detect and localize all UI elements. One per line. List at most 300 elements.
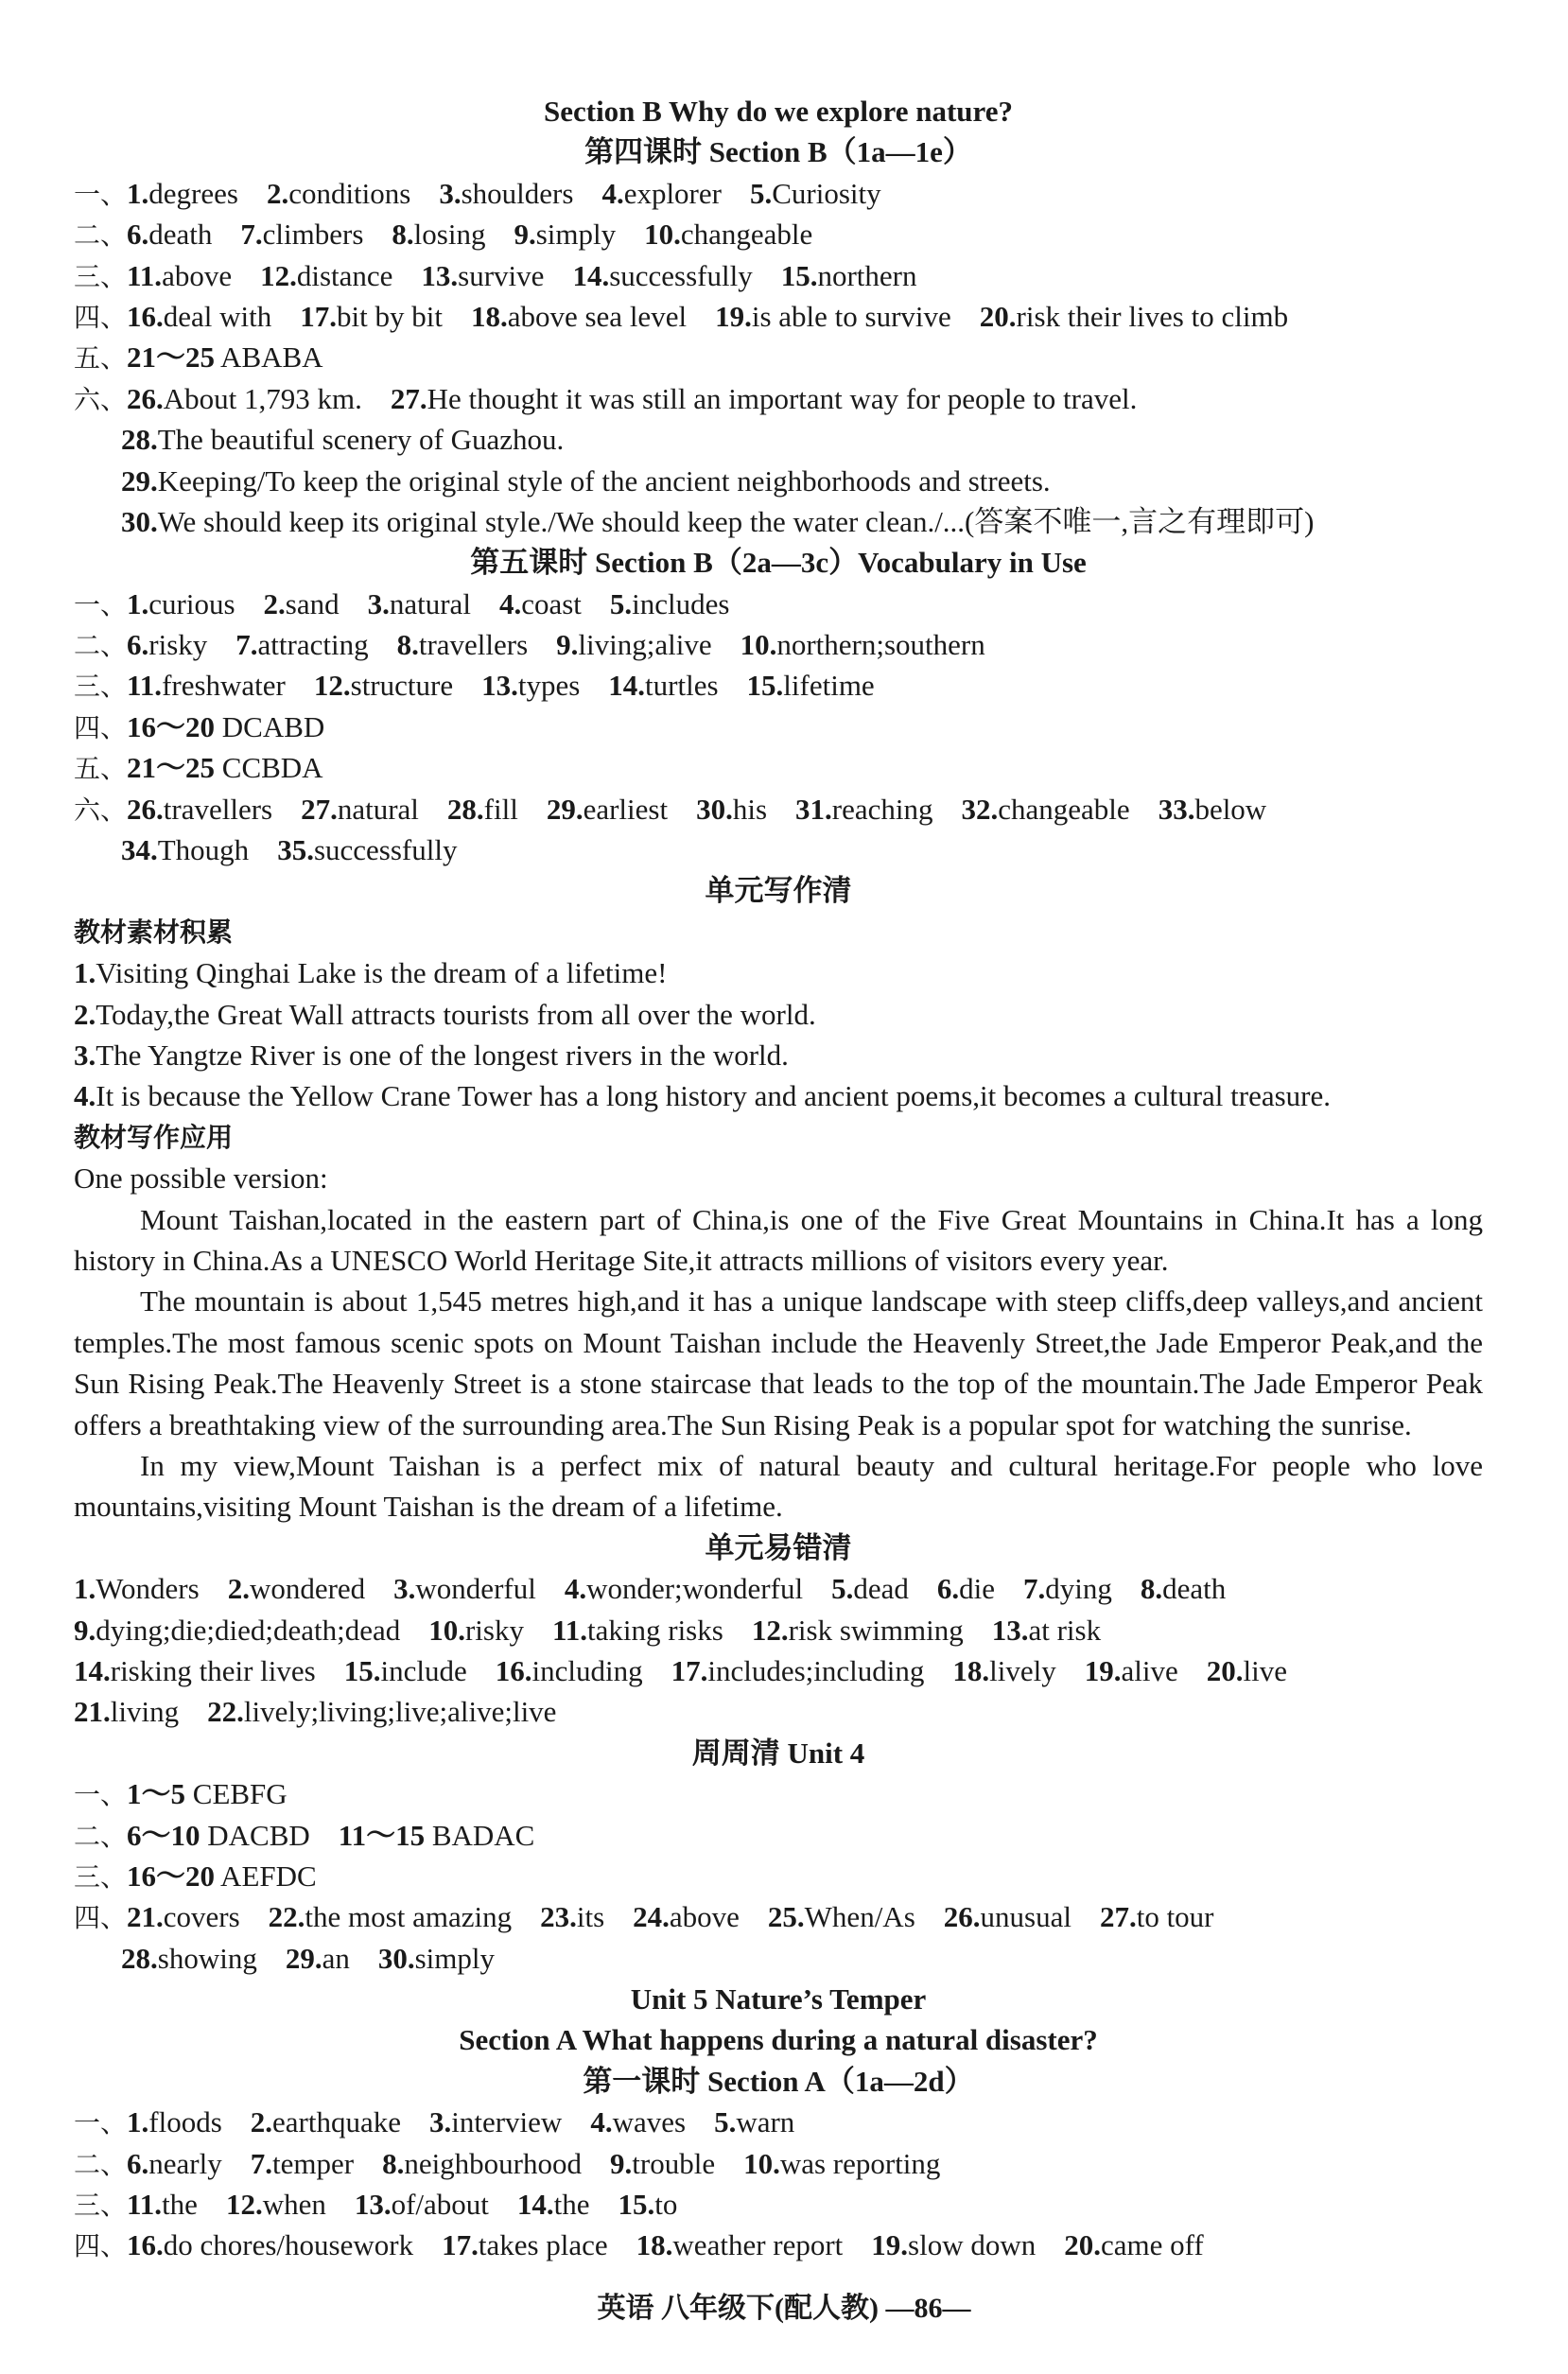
answer-item — [429, 2105, 562, 2138]
answer-item — [121, 1942, 257, 1975]
answer-item — [397, 628, 529, 661]
answer-number: 16. — [127, 299, 164, 333]
answer-number: 17. — [671, 1653, 708, 1687]
answer-text: risky — [464, 1613, 524, 1647]
section-heading: 第一课时 Section A（1a—2d） — [583, 2064, 974, 2098]
answer-text: was reporting — [779, 2146, 941, 2180]
row-index: 三、 — [74, 2190, 128, 2222]
answer-text: DCABD — [215, 709, 325, 743]
section-heading: 第五课时 Section B（2a—3c）Vocabulary in Use — [470, 546, 1087, 580]
answer-text: deal with — [163, 299, 272, 333]
answer-item — [74, 1079, 1331, 1112]
answer-text: turtles — [645, 669, 719, 703]
answer-number: 5. — [831, 1572, 854, 1606]
answer-number: 2. — [263, 586, 286, 620]
answer-text: CCBDA — [215, 751, 323, 785]
answer-number: 15. — [618, 2188, 655, 2222]
answer-row — [74, 1773, 1483, 1814]
answer-item — [565, 1572, 803, 1605]
answer-text: living;alive — [578, 628, 712, 662]
answer-row — [74, 419, 1483, 460]
answer-number: 22. — [268, 1900, 305, 1934]
answer-number: 4. — [564, 1572, 587, 1606]
answer-item — [768, 1900, 915, 1933]
answer-number: 3. — [367, 586, 390, 620]
answer-row — [74, 461, 1483, 501]
answer-row — [74, 994, 1483, 1035]
answer-number: 2. — [227, 1572, 250, 1606]
answer-number: 2. — [266, 176, 289, 210]
answer-text: lively — [989, 1653, 1056, 1687]
answer-row — [74, 1610, 1483, 1650]
answer-text: unusual — [980, 1900, 1071, 1934]
answer-text: taking risks — [587, 1613, 723, 1647]
answer-item — [1159, 793, 1267, 826]
answer-item — [540, 1900, 604, 1933]
answer-item — [74, 1572, 200, 1605]
answer-text: distance — [296, 258, 393, 292]
answer-row — [74, 952, 1483, 993]
answer-number: 12. — [751, 1613, 789, 1647]
answer-number: 14. — [74, 1653, 111, 1687]
answer-number: 7. — [235, 628, 258, 662]
answer-number: 11. — [127, 2188, 163, 2222]
essay-paragraph: The mountain is about 1,545 metres high,and it has a unique landscape with steep cliffs,deep valleys,and ancient temples.The most famous scenic spots on Mount Taishan include the Heavenly Street,the Jade Emperor Peak,and the Sun Rising Peak.The Heavenly Street is a stone staircase that leads to the top of the mountain.The Jade Emperor Peak offers a breathtaking view of the surrounding area.The Sun Rising Peak is a popular spot for watching the sunrise. — [74, 1284, 1483, 1441]
answer-item — [269, 1900, 512, 1933]
answer-number: 15. — [780, 258, 818, 292]
answer-item — [952, 1654, 1055, 1687]
answer-text: above sea level — [507, 299, 688, 333]
answer-number: 26. — [127, 381, 164, 415]
answer-text: changeable — [680, 218, 813, 252]
answer-item — [127, 587, 235, 620]
answer-item — [121, 505, 1314, 538]
answer-number: 4. — [74, 1079, 96, 1113]
answer-row — [74, 707, 1483, 747]
answer-number: 29. — [546, 792, 584, 826]
answer-text: BADAC — [425, 1818, 535, 1852]
answer-item — [127, 2228, 413, 2261]
intro-text: One possible version: — [74, 1161, 328, 1196]
answer-row — [74, 1815, 1483, 1856]
answer-number: 4. — [590, 2105, 613, 2139]
answer-number: 8. — [392, 218, 414, 252]
answer-number: 1. — [74, 956, 96, 990]
answer-text: takes place — [478, 2228, 608, 2262]
answer-item — [355, 2188, 489, 2221]
answer-text: Wonders — [96, 1572, 200, 1606]
answer-number: 5. — [714, 2105, 737, 2139]
answer-text: warn — [736, 2105, 795, 2139]
answer-item — [633, 1900, 740, 1933]
row-index: 三、 — [74, 1860, 128, 1893]
answer-page — [74, 91, 1483, 2266]
answer-item — [127, 710, 324, 743]
answer-item — [439, 177, 573, 210]
answer-number: 14. — [572, 258, 610, 292]
answer-number: 22. — [207, 1695, 244, 1729]
answer-item — [590, 2105, 686, 2138]
answer-item — [481, 669, 580, 702]
answer-number: 4. — [498, 586, 522, 620]
answer-number: 19. — [1084, 1653, 1122, 1687]
answer-number: 33. — [1158, 792, 1195, 826]
answer-item — [572, 259, 752, 292]
answer-number: 23. — [540, 1900, 577, 1934]
answer-number: 11. — [127, 258, 163, 292]
answer-item — [74, 998, 816, 1031]
answer-item — [428, 1614, 524, 1647]
answer-row — [74, 337, 1483, 377]
answer-number: 18. — [636, 2228, 673, 2262]
answer-number: 26. — [127, 792, 164, 826]
answer-row — [74, 1938, 1483, 1979]
answer-number: 7. — [1022, 1572, 1046, 1606]
answer-number: 1. — [127, 176, 149, 210]
answer-item — [74, 1039, 789, 1072]
answer-number: 9. — [74, 1613, 96, 1647]
answer-number: 5. — [749, 176, 773, 210]
answer-number: 21. — [74, 1695, 111, 1729]
answer-item — [1207, 1654, 1287, 1687]
answer-item — [121, 833, 249, 866]
answer-number: 8. — [396, 628, 419, 662]
answer-item — [552, 1614, 723, 1647]
answer-text: earthquake — [272, 2105, 401, 2139]
answer-number: 13. — [481, 669, 518, 703]
answer-item — [260, 259, 392, 292]
answer-item — [517, 2188, 590, 2221]
answer-number: 20. — [1064, 2228, 1101, 2262]
answer-row — [74, 2102, 1483, 2142]
answer-item — [267, 177, 410, 210]
answer-item — [944, 1900, 1071, 1933]
answer-number: 3. — [393, 1572, 416, 1606]
answer-number: 2. — [74, 997, 96, 1031]
answer-item — [671, 1654, 925, 1687]
answer-number: 1～5 — [127, 1777, 186, 1811]
answer-text: to — [654, 2188, 678, 2222]
answer-text: floods — [148, 2105, 222, 2139]
answer-text: structure — [350, 669, 454, 703]
answer-number: 15. — [343, 1653, 381, 1687]
answer-text: is able to survive — [751, 299, 951, 333]
row-index: 三、 — [74, 260, 128, 292]
answer-item — [127, 259, 232, 292]
section-heading: 周周清 Unit 4 — [691, 1736, 865, 1770]
answer-number: 7. — [250, 2146, 272, 2180]
answer-row — [74, 214, 1483, 254]
answer-number: 6～10 — [127, 1818, 200, 1852]
answer-number: 13. — [354, 2188, 392, 2222]
answer-text: He thought it was still an important way for people to travel. — [427, 381, 1138, 415]
answer-text: to tour — [1136, 1900, 1214, 1934]
answer-item — [601, 177, 722, 210]
answer-text: at risk — [1028, 1613, 1102, 1647]
answer-text: showing — [157, 1941, 257, 1975]
answer-item — [226, 2188, 326, 2221]
section-heading: 第四课时 Section B（1a—1e） — [584, 135, 972, 169]
answer-text: Curiosity — [772, 176, 881, 210]
answer-text: below — [1194, 792, 1267, 826]
section-heading: Section A What happens during a natural disaster? — [459, 2023, 1098, 2057]
answer-item — [74, 1695, 179, 1728]
answer-text: It is because the Yellow Crane Tower has a long history and ancient poems,it becomes a cultural treasure. — [96, 1079, 1332, 1113]
answer-item — [696, 793, 767, 826]
answer-item — [277, 833, 457, 866]
answer-row — [74, 1075, 1483, 1116]
answer-item — [378, 1942, 495, 1975]
answer-item — [121, 423, 564, 456]
answer-row — [74, 584, 1483, 624]
answer-number: 10. — [428, 1613, 465, 1647]
answer-item — [547, 793, 668, 826]
answer-item — [127, 669, 286, 702]
answer-item — [740, 628, 985, 661]
answer-text: when — [262, 2188, 326, 2222]
answer-number: 17. — [442, 2228, 479, 2262]
answer-item — [127, 340, 323, 374]
answer-item — [608, 669, 718, 702]
answer-item — [127, 2188, 198, 2221]
answer-number: 18. — [952, 1653, 990, 1687]
answer-number: 28. — [446, 792, 484, 826]
answer-number: 10. — [644, 218, 681, 252]
row-index: 二、 — [74, 2148, 128, 2180]
answer-item — [344, 1654, 467, 1687]
answer-item — [240, 218, 363, 251]
answer-number: 1. — [74, 1572, 96, 1606]
answer-text: includes;including — [707, 1653, 925, 1687]
row-index: 二、 — [74, 1820, 128, 1852]
answer-number: 25. — [767, 1900, 805, 1934]
answer-text: successfully — [313, 833, 458, 867]
answer-item — [127, 300, 271, 333]
answer-text: conditions — [288, 176, 411, 210]
answer-item — [127, 2105, 222, 2138]
row-index: 一、 — [74, 2107, 128, 2139]
answer-number: 27. — [301, 792, 338, 826]
answer-text: curious — [148, 586, 235, 620]
answer-text: do chores/housework — [163, 2228, 414, 2262]
answer-text: neighbourhood — [404, 2146, 583, 2180]
answer-text: natural — [337, 792, 419, 826]
answer-number: 4. — [601, 176, 624, 210]
answer-text: death — [148, 218, 213, 252]
answer-item — [743, 2147, 940, 2180]
answer-number: 19. — [871, 2228, 909, 2262]
row-index: 三、 — [74, 671, 128, 703]
answer-row — [74, 1650, 1483, 1691]
answer-item — [1100, 1900, 1214, 1933]
row-index: 一、 — [74, 1779, 128, 1811]
answer-number: 17. — [300, 299, 338, 333]
answer-text: nearly — [148, 2146, 222, 2180]
answer-item — [618, 2188, 678, 2221]
section-heading: Unit 5 Nature’s Temper — [630, 1982, 927, 2016]
answer-text: trouble — [632, 2146, 716, 2180]
answer-text: living — [110, 1695, 180, 1729]
answer-text: northern — [817, 258, 917, 292]
answer-item — [300, 300, 443, 333]
answer-text: successfully — [609, 258, 753, 292]
answer-number: 13. — [421, 258, 459, 292]
answer-text: Today,the Great Wall attracts tourists from all over the world. — [96, 997, 816, 1031]
row-index: 四、 — [74, 1902, 128, 1934]
answer-item — [74, 956, 667, 989]
answer-row — [74, 2225, 1483, 2265]
answer-number: 16～20 — [127, 709, 216, 743]
answer-text: sand — [285, 586, 340, 620]
answer-text: dead — [853, 1572, 909, 1606]
answer-row — [74, 665, 1483, 706]
answer-number: 1. — [127, 586, 149, 620]
answer-text: ABABA — [215, 340, 323, 375]
answer-item — [127, 2147, 222, 2180]
answer-number: 21～25 — [127, 340, 216, 375]
answer-number: 16. — [495, 1653, 532, 1687]
answer-item — [127, 1900, 240, 1933]
answer-row — [74, 1035, 1483, 1075]
answer-item — [992, 1614, 1101, 1647]
answer-number: 20. — [979, 299, 1017, 333]
answer-item — [391, 382, 1137, 415]
row-index: 四、 — [74, 2230, 128, 2262]
answer-row — [74, 378, 1483, 419]
answer-row — [74, 501, 1483, 542]
answer-item — [392, 218, 485, 251]
answer-item — [301, 793, 419, 826]
answer-number: 35. — [277, 833, 314, 867]
answer-number: 30. — [377, 1941, 415, 1975]
answer-text: reaching — [831, 792, 933, 826]
answer-text: simply — [414, 1941, 495, 1975]
answer-number: 14. — [608, 669, 646, 703]
answer-row — [74, 1896, 1483, 1937]
answer-item — [74, 1614, 400, 1647]
page-footer: 英语 八年级下(配人教) —86— — [597, 2293, 971, 2324]
answer-item — [499, 587, 582, 620]
answer-number: 1. — [127, 2105, 149, 2139]
answer-item — [127, 1777, 287, 1810]
answer-item — [127, 751, 323, 784]
row-index: 二、 — [74, 630, 128, 662]
answer-item — [228, 1572, 365, 1605]
answer-text: travellers — [163, 792, 273, 826]
answer-number: 27. — [1099, 1900, 1137, 1934]
answer-text: travellers — [418, 628, 529, 662]
answer-row — [74, 747, 1483, 788]
answer-text: simply — [535, 218, 617, 252]
answer-number: 11～15 — [338, 1818, 426, 1852]
answer-number: 30. — [696, 792, 733, 826]
answer-item — [207, 1695, 556, 1728]
answer-item — [795, 793, 932, 826]
answer-item — [442, 2228, 608, 2261]
subsection-label: 教材写作应用 — [74, 1121, 234, 1153]
answer-number: 5. — [609, 586, 633, 620]
answer-item — [556, 628, 711, 661]
answer-item — [610, 587, 730, 620]
answer-text: degrees — [148, 176, 238, 210]
answer-number: 8. — [1140, 1572, 1163, 1606]
answer-text: AEFDC — [215, 1859, 317, 1893]
answer-item — [750, 177, 881, 210]
answer-text: risk their lives to climb — [1016, 299, 1289, 333]
answer-item — [127, 382, 362, 415]
answer-text: climbers — [262, 218, 364, 252]
answer-text: the most amazing — [305, 1900, 513, 1934]
answer-text: losing — [413, 218, 486, 252]
answer-item — [127, 793, 272, 826]
answer-text: fill — [483, 792, 518, 826]
answer-number: 9. — [610, 2146, 633, 2180]
answer-text: Keeping/To keep the original style of the ancient neighborhoods and streets. — [157, 463, 1051, 497]
answer-number: 12. — [260, 258, 297, 292]
answer-number: 30. — [121, 504, 158, 538]
answer-number: 21～25 — [127, 751, 216, 785]
row-index: 二、 — [74, 219, 128, 252]
answer-text: above — [162, 258, 233, 292]
answer-item — [636, 2228, 844, 2261]
answer-number: 16～20 — [127, 1859, 216, 1893]
answer-text: an — [322, 1941, 350, 1975]
answer-row — [74, 1691, 1483, 1732]
answer-number: 24. — [633, 1900, 670, 1934]
answer-text: covers — [163, 1900, 240, 1934]
section-heading: Section B Why do we explore nature? — [543, 95, 1013, 128]
answer-text: temper — [271, 2146, 355, 2180]
answer-item — [127, 177, 238, 210]
answer-item — [127, 1819, 310, 1852]
answer-item — [871, 2228, 1036, 2261]
answer-number: 27. — [390, 381, 427, 415]
answer-text: die — [959, 1572, 995, 1606]
answer-number: 6. — [127, 628, 149, 662]
answer-text: above — [669, 1900, 740, 1934]
answer-text: lively;living;live;alive;live — [243, 1695, 557, 1729]
answer-row — [74, 2143, 1483, 2184]
answer-text: attracting — [257, 628, 369, 662]
answer-item — [339, 1819, 535, 1852]
answer-item — [962, 793, 1130, 826]
answer-row — [74, 173, 1483, 214]
section-heading: 单元写作清 — [705, 874, 852, 908]
answer-number: 21. — [127, 1900, 164, 1934]
answer-item — [752, 1614, 964, 1647]
answer-text: the — [162, 2188, 198, 2222]
answer-item — [121, 464, 1051, 497]
answer-item — [1141, 1572, 1226, 1605]
answer-text: explorer — [623, 176, 722, 210]
answer-text: its — [576, 1900, 605, 1934]
answer-item — [286, 1942, 350, 1975]
answer-text: weather report — [672, 2228, 844, 2262]
answer-item — [127, 218, 212, 251]
answer-number: 3. — [74, 1038, 96, 1072]
answer-number: 14. — [516, 2188, 554, 2222]
answer-number: 6. — [127, 2146, 149, 2180]
answer-text: slow down — [908, 2228, 1037, 2262]
answer-number: 28. — [121, 1941, 158, 1975]
answer-text: survive — [458, 258, 545, 292]
answer-text: bit by bit — [337, 299, 443, 333]
answer-item — [937, 1572, 995, 1605]
answer-item — [610, 2147, 715, 2180]
answer-number: 12. — [225, 2188, 263, 2222]
answer-text: CEBFG — [185, 1777, 287, 1811]
answer-item — [747, 669, 875, 702]
